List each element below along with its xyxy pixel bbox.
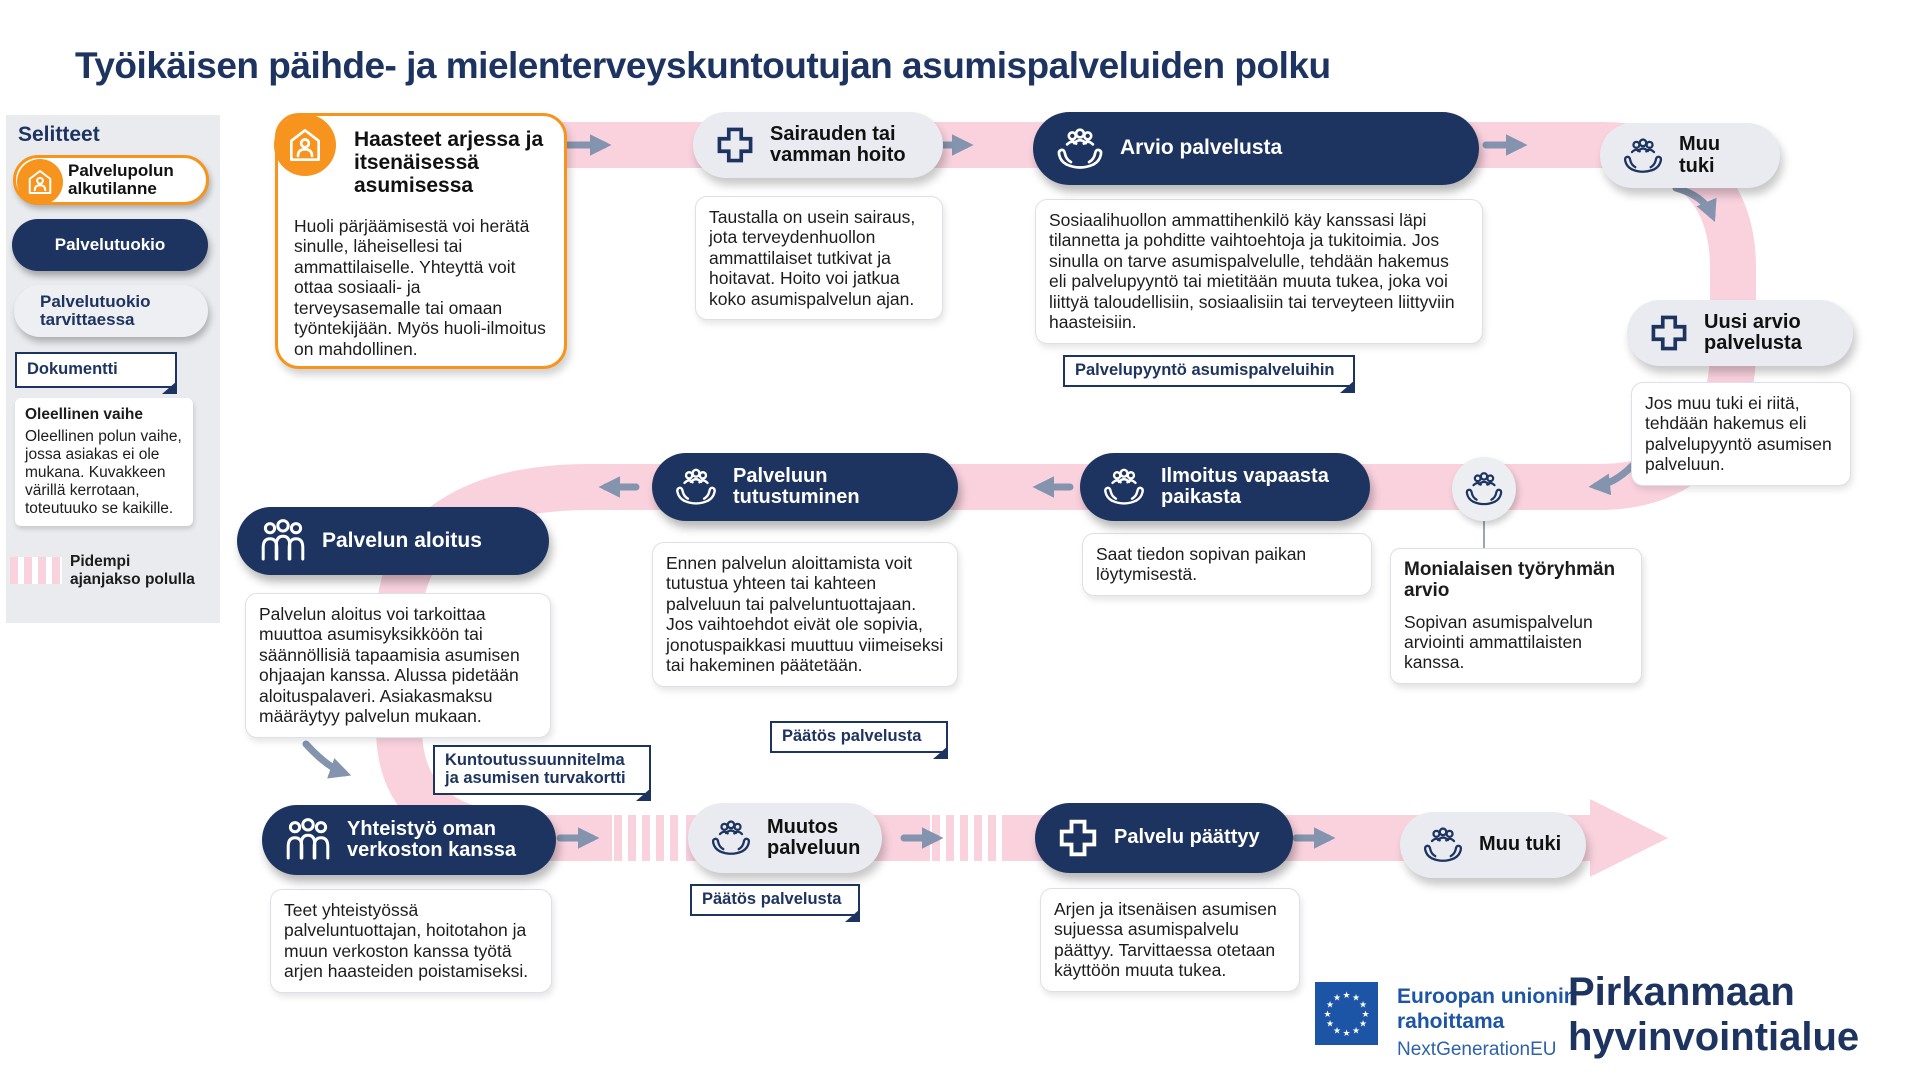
house-person-icon bbox=[17, 159, 63, 205]
node-haasteet-body: Huoli pärjäämisestä voi herätä sinulle, läheisellesi tai ammattilaiselle. Yhteyttä voit ottaa sosiaali- ja terveysasemalle tai omaan työntekijään. Myös huoli-ilmoitus on mahdollinen. bbox=[294, 216, 546, 359]
node-sairauden-hoito-body: Taustalla on usein sairaus, jota terveydenhuollon ammattilaiset tutkivat ja hoitavat. Hoito voi jatkua koko asumispalvelun ajan. bbox=[695, 196, 943, 320]
legend-stripe-label: Pidempi ajanjakso polulla bbox=[70, 553, 195, 588]
folded-corner-icon bbox=[1340, 380, 1355, 393]
legend-stripe-swatch bbox=[10, 557, 62, 584]
node-muu-tuki-bottom bbox=[1400, 812, 1586, 878]
folded-corner-icon bbox=[845, 909, 860, 922]
node-yhteistyo-body: Teet yhteistyössä palveluntuottajan, hoitotahon ja muun verkoston kanssa työtä arjen haasteiden poistamiseksi. bbox=[270, 889, 552, 993]
document-paatos-2-label: Päätös palvelusta bbox=[702, 890, 842, 909]
node-aloitus-label: Palvelun aloitus bbox=[322, 528, 482, 552]
node-ilmoitus-body: Saat tiedon sopivan paikan löytymisestä. bbox=[1082, 533, 1372, 596]
legend-document-label: Dokumentti bbox=[27, 360, 118, 379]
document-palvelupyynto bbox=[1063, 355, 1355, 387]
svg-text:★: ★ bbox=[1342, 1029, 1351, 1039]
medical-cross-icon bbox=[1647, 311, 1691, 355]
hands-people-icon bbox=[1420, 824, 1466, 866]
svg-text:★: ★ bbox=[1358, 1019, 1368, 1030]
folded-corner-icon bbox=[933, 746, 948, 759]
node-yhteistyo bbox=[262, 805, 556, 875]
document-paatos-1 bbox=[770, 721, 948, 753]
node-monialainen-title: Monialaisen työryhmän arvio bbox=[1404, 559, 1616, 602]
legend-item-document bbox=[15, 352, 177, 388]
org-logo-line1: Pirkanmaan bbox=[1568, 970, 1795, 1014]
eu-text-line1: Euroopan unionin bbox=[1397, 985, 1577, 1008]
folded-corner-icon bbox=[162, 381, 177, 394]
node-monialainen-body: Sopivan asumispalvelun arviointi ammattilaisten kanssa. bbox=[1404, 611, 1593, 673]
legend-tarvittaessa-label: Palvelutuokio tarvittaessa bbox=[40, 292, 151, 329]
node-ilmoitus-label: Ilmoitus vapaasta paikasta bbox=[1161, 464, 1329, 508]
legend-item-tarvittaessa bbox=[14, 285, 208, 337]
node-paattyy-body: Arjen ja itsenäisen asumisen sujuessa asumispalvelu päättyy. Tarvittaessa otetaan käyttöön muuta tukea. bbox=[1040, 888, 1300, 992]
node-sairauden-hoito bbox=[693, 112, 943, 178]
document-paatos-2 bbox=[690, 884, 860, 916]
house-person-icon bbox=[274, 114, 336, 176]
node-haasteet-title: Haasteet arjessa ja itsenäisessä asumisessa bbox=[354, 128, 544, 198]
medical-cross-icon bbox=[713, 123, 757, 167]
legend-vaihe-title: Oleellinen vaihe bbox=[25, 406, 144, 423]
eu-text-line2: rahoittama bbox=[1397, 1010, 1505, 1034]
node-aloitus bbox=[237, 507, 549, 575]
hands-people-icon bbox=[1462, 469, 1506, 509]
document-palvelupyynto-label: Palvelupyyntö asumispalveluihin bbox=[1075, 361, 1335, 380]
organization-logo bbox=[1568, 970, 1859, 1060]
page-title: Työikäisen päihde- ja mielenterveyskuntoutujan asumispalveluiden polku bbox=[75, 44, 1331, 86]
legend-tuokio-label: Palvelutuokio bbox=[54, 235, 166, 254]
node-uusi-arvio bbox=[1627, 300, 1853, 366]
node-tutustuminen bbox=[652, 453, 958, 521]
node-arvio bbox=[1033, 112, 1479, 185]
org-logo-line2: hyvinvointialue bbox=[1568, 1014, 1860, 1059]
node-monialainen bbox=[1390, 548, 1642, 684]
legend-start-label: Palvelupolun alkutilanne bbox=[68, 161, 174, 198]
document-paatos-1-label: Päätös palvelusta bbox=[782, 727, 922, 746]
eu-flag-logo bbox=[1315, 982, 1378, 1050]
svg-text:★: ★ bbox=[1325, 1019, 1335, 1030]
node-muu-tuki-bottom-label: Muu tuki bbox=[1479, 833, 1562, 856]
node-paattyy bbox=[1035, 803, 1293, 873]
node-sairauden-hoito-label: Sairauden tai vamman hoito bbox=[770, 122, 906, 166]
document-kuntoutus bbox=[433, 745, 651, 795]
node-muu-tuki-top-label: Muu tuki bbox=[1679, 133, 1721, 177]
svg-text:★: ★ bbox=[1325, 1000, 1335, 1011]
node-tutustuminen-label: Palveluun tutustuminen bbox=[733, 464, 860, 508]
node-arvio-body: Sosiaalihuollon ammattihenkilö käy kanssasi läpi tilannetta ja pohditte vaihtoehtoja ja tukitoimia. Jos sinulla on tarve asumispalvelulle, tehdään hakemus eli palvelupyyntö tai mietitään muuta tukea, joka voi liittyä taloudellisiin, sosiaalisiin tai terveyteen liittyviin haasteisiin. bbox=[1035, 199, 1483, 344]
legend-panel bbox=[6, 115, 220, 623]
legend-item-tuokio bbox=[12, 219, 208, 271]
three-people-icon bbox=[257, 517, 309, 565]
node-monialainen-step bbox=[1452, 457, 1516, 521]
node-paattyy-label: Palvelu päättyy bbox=[1114, 826, 1260, 849]
folded-corner-icon bbox=[636, 788, 651, 801]
node-yhteistyo-label: Yhteistyö oman verkoston kanssa bbox=[347, 817, 516, 861]
svg-text:★: ★ bbox=[1332, 993, 1342, 1004]
svg-text:★: ★ bbox=[1351, 1026, 1361, 1037]
node-uusi-arvio-body: Jos muu tuki ei riitä, tehdään hakemus eli palvelupyyntö asumisen palveluun. bbox=[1631, 382, 1851, 486]
svg-text:★: ★ bbox=[1323, 1010, 1332, 1020]
eu-funding-text bbox=[1397, 984, 1577, 1061]
svg-text:★: ★ bbox=[1342, 991, 1351, 1001]
three-people-icon bbox=[282, 816, 334, 864]
node-haasteet bbox=[275, 113, 567, 369]
node-tutustuminen-body: Ennen palvelun aloittamista voit tutustua yhteen tai kahteen palveluun tai palveluntuottajaan. Jos vaihtoehdot eivät ole sopivia, jonotuspaikkasi muuttuu viimeiseksi tai hakeminen päätetään. bbox=[652, 542, 958, 687]
node-arvio-label: Arvio palvelusta bbox=[1120, 136, 1283, 160]
document-kuntoutus-label: Kuntoutussuunnitelma ja asumisen turvakortti bbox=[445, 751, 626, 787]
svg-text:★: ★ bbox=[1351, 993, 1361, 1004]
legend-item-vaihe bbox=[15, 398, 193, 526]
svg-text:★: ★ bbox=[1361, 1010, 1370, 1020]
hands-people-icon bbox=[1620, 135, 1666, 177]
legend-title: Selitteet bbox=[18, 123, 100, 146]
node-muutos-label: Muutos palveluun bbox=[767, 815, 861, 859]
node-uusi-arvio-label: Uusi arvio palvelusta bbox=[1704, 310, 1802, 354]
node-aloitus-body: Palvelun aloitus voi tarkoittaa muuttoa asumisyksikköön tai säännöllisiä tapaamisia asumisen ohjaajan kanssa. Alussa pidetään aloituspalaveri. Asiakasmaksu määräytyy palvelun mukaan. bbox=[245, 593, 551, 738]
eu-text-line3: NextGenerationEU bbox=[1397, 1039, 1557, 1061]
hands-people-icon bbox=[672, 465, 720, 509]
node-ilmoitus bbox=[1080, 453, 1370, 521]
legend-vaihe-body: Oleellinen polun vaihe, jossa asiakas ei ole mukana. Kuvakkeen värillä kerrotaan, toteutuuko se kaikille. bbox=[25, 428, 182, 517]
hands-people-icon bbox=[708, 817, 754, 859]
hands-people-icon bbox=[1053, 125, 1107, 173]
node-muutos bbox=[688, 803, 882, 873]
node-muu-tuki-top bbox=[1600, 123, 1780, 188]
svg-text:★: ★ bbox=[1358, 1000, 1368, 1011]
svg-text:★: ★ bbox=[1332, 1026, 1342, 1037]
medical-cross-icon bbox=[1055, 815, 1101, 861]
hands-people-icon bbox=[1100, 465, 1148, 509]
legend-item-start bbox=[13, 155, 209, 205]
